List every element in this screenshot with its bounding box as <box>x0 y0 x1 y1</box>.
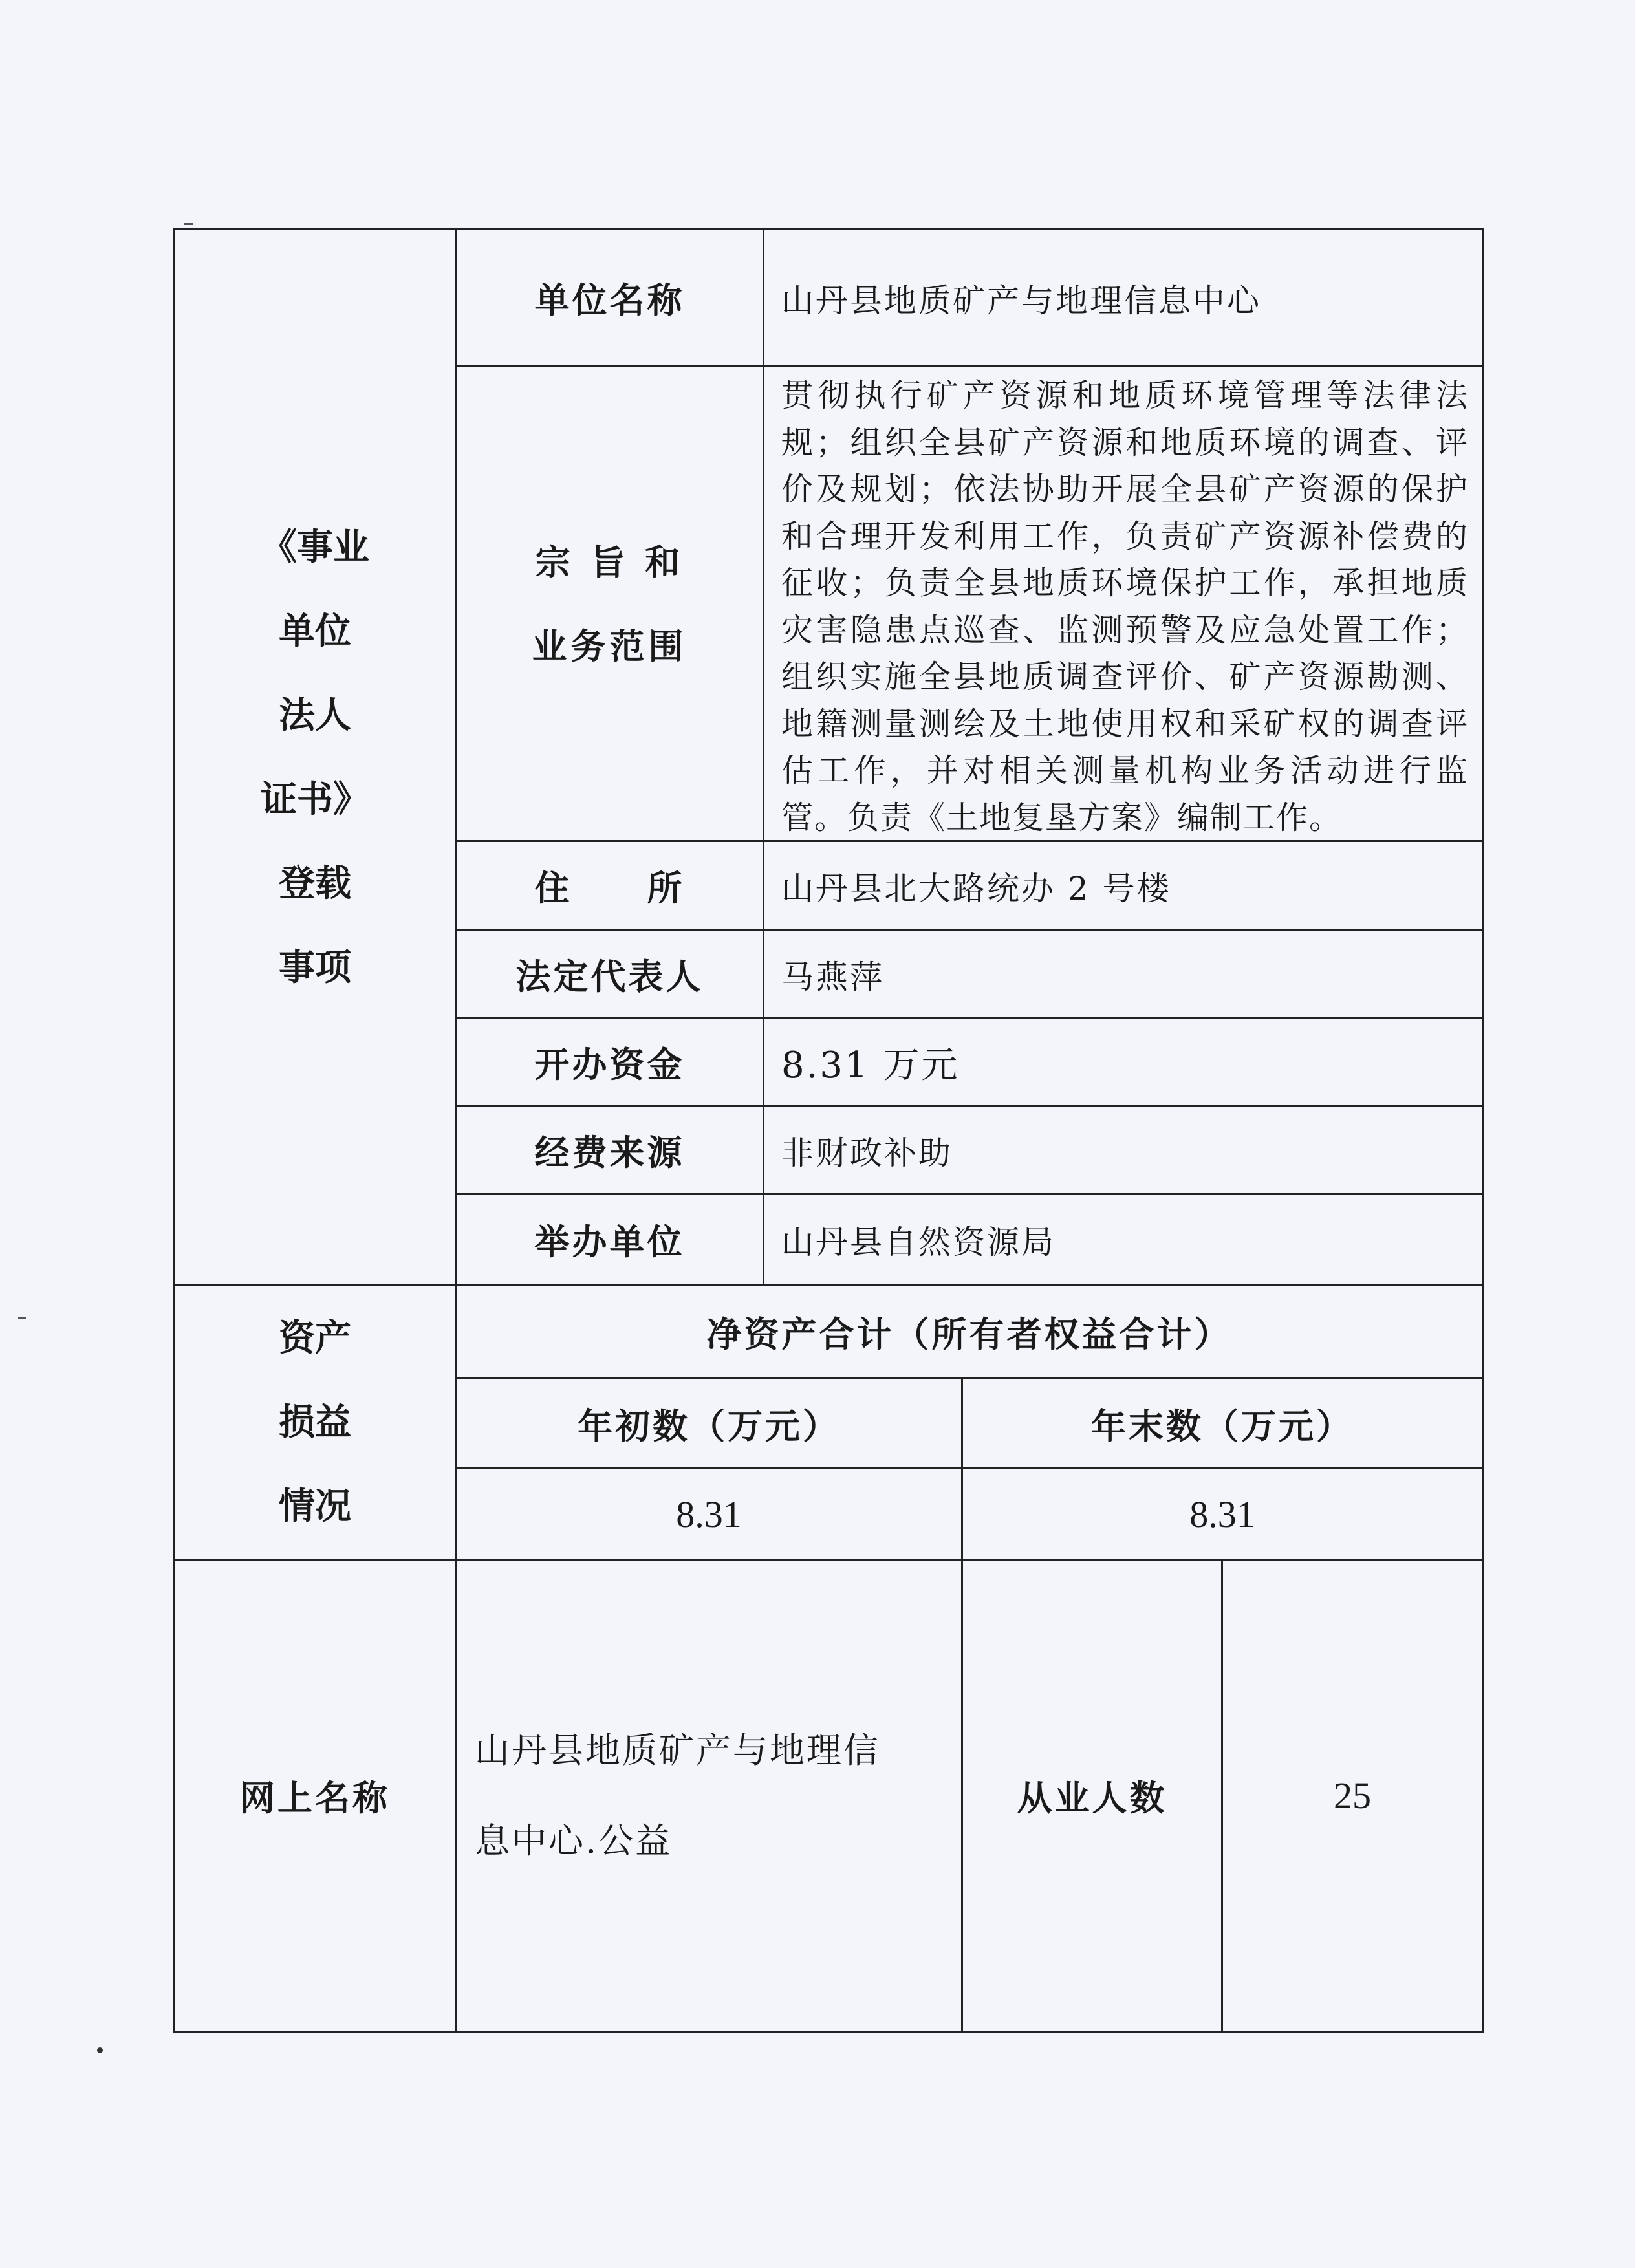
purpose-label <box>457 367 763 840</box>
side-label-line: 单位 <box>279 609 351 653</box>
legal-representative-value: 马燕萍 <box>781 958 884 996</box>
capital-value: 8.31 万元 <box>781 1044 960 1086</box>
staff-count-value: 25 <box>1334 1775 1371 1817</box>
address-label: 住 所 <box>534 867 685 909</box>
table-border-right <box>1482 228 1484 2033</box>
unit-name-value: 山丹县地质矿产与地理信息中心 <box>781 281 1261 319</box>
side-label-line: 法人 <box>279 693 351 737</box>
side-label-line: 情况 <box>279 1485 351 1528</box>
table-border-bottom <box>173 2031 1484 2033</box>
unit-name-label: 单位名称 <box>534 279 685 321</box>
side-label-line: 损益 <box>279 1401 351 1443</box>
certificate-side-label <box>175 230 455 1284</box>
legal-representative-label: 法定代表人 <box>515 956 704 997</box>
side-label-line: 《事业 <box>261 525 369 568</box>
purpose-label-line: 宗 旨 和 <box>535 541 684 583</box>
online-name-value <box>457 1561 961 2031</box>
side-label-line: 资产 <box>279 1317 351 1359</box>
asset-side-label <box>175 1286 455 1559</box>
end-year-value: 8.31 <box>1189 1493 1255 1535</box>
beginning-year-value: 8.31 <box>676 1493 742 1535</box>
side-label-line: 登载 <box>279 861 351 905</box>
sponsor-label: 举办单位 <box>534 1221 685 1262</box>
capital-label: 开办资金 <box>534 1044 685 1085</box>
end-year-header: 年末数（万元） <box>1091 1405 1354 1447</box>
sponsor-value: 山丹县自然资源局 <box>781 1223 1056 1261</box>
online-name-label: 网上名称 <box>240 1777 390 1819</box>
scan-mark <box>184 223 193 225</box>
online-name-line: 山丹县地质矿产与地理信 <box>475 1729 880 1771</box>
funding-source-value: 非财政补助 <box>781 1134 953 1172</box>
staff-count-label: 从业人数 <box>1017 1777 1167 1819</box>
net-assets-header: 净资产合计（所有者权益合计） <box>706 1313 1232 1355</box>
address-value: 山丹县北大路统办 2 号楼 <box>781 869 1171 907</box>
online-name-line: 息中心.公益 <box>475 1820 673 1861</box>
side-label-line: 证书》 <box>261 777 369 821</box>
funding-source-label: 经费来源 <box>534 1132 685 1173</box>
beginning-year-header: 年初数（万元） <box>578 1405 840 1447</box>
scan-mark <box>18 1317 26 1319</box>
purpose-label-line: 业务范围 <box>532 625 688 667</box>
purpose-value: 贯彻执行矿产资源和地质环境管理等法律法规；组织全县矿产资源和地质环境的调查、评价及规划；依法协助开展全县矿产资源的保护和合理开发利用工作，负责矿产资源补偿费的征收；负责全县地质环境保护工作，承担地质灾害隐患点巡查、监测预警及应急处置工作；组织实施全县地质调查评价、矿产资源勘测、地籍测量测绘及土地使用权和采矿权的调查评估工作，并对相关测量机构业务活动进行监管。负责《土地复垦方案》编制工作。 <box>781 377 1469 836</box>
scan-dot <box>97 2047 103 2053</box>
side-label-line: 事项 <box>279 945 351 989</box>
